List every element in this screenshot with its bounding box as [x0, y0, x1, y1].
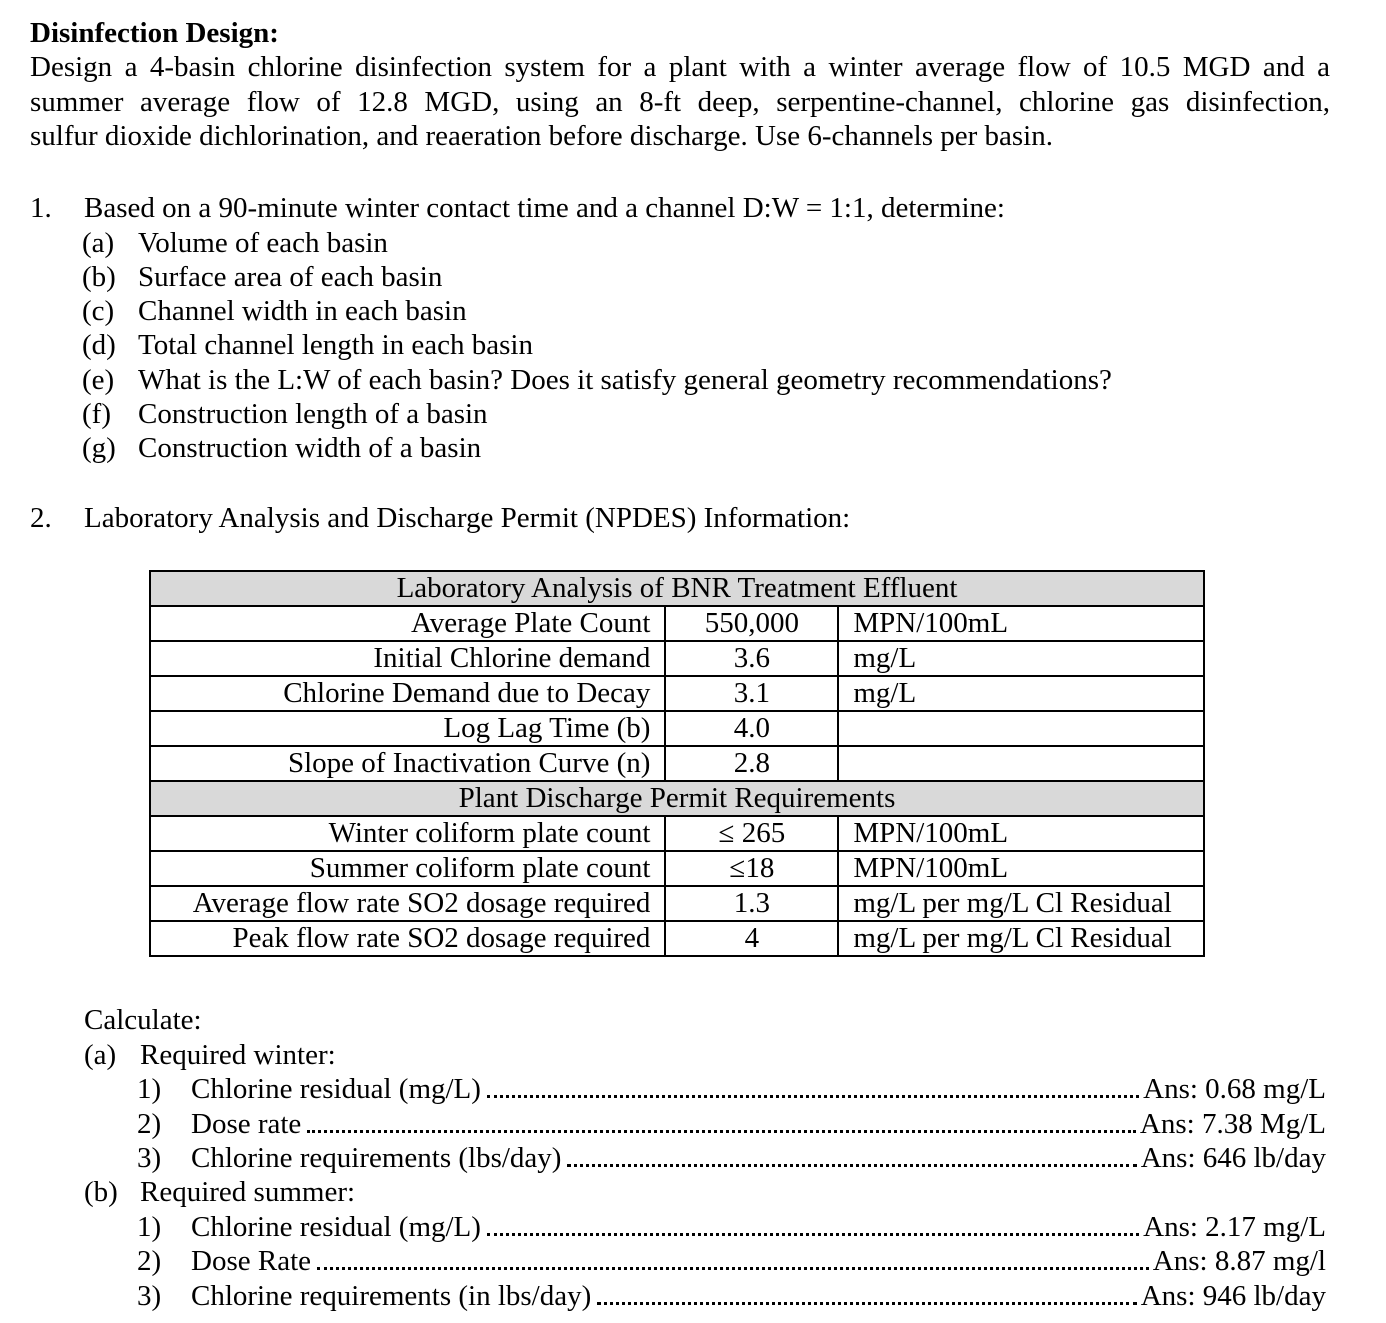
- item-number: 3): [137, 1142, 162, 1174]
- value-cell: 3.6: [665, 641, 838, 676]
- value-cell: 2.8: [665, 746, 838, 781]
- param-cell: Average Plate Count: [150, 606, 665, 641]
- table-row: [150, 711, 1204, 746]
- item-text: Chlorine requirements (in lbs/day): [191, 1280, 592, 1312]
- part-text: Required summer:: [140, 1176, 356, 1208]
- unit-cell: MPN/100mL: [838, 851, 1204, 886]
- part-label: (d): [82, 329, 116, 361]
- dot-leader: [597, 1302, 1136, 1305]
- item-number: 1): [137, 1073, 162, 1105]
- table-row: [150, 746, 1204, 781]
- item-answer: Ans: 7.38 Mg/L: [1139, 1108, 1326, 1140]
- unit-cell: mg/L per mg/L Cl Residual: [838, 886, 1204, 921]
- table-row: [150, 676, 1204, 711]
- part-label: (b): [82, 261, 116, 293]
- dot-leader: [307, 1130, 1136, 1133]
- item-text: Chlorine residual (mg/L): [191, 1211, 481, 1243]
- calc-item: [137, 1244, 1326, 1278]
- item-number: 2): [137, 1245, 162, 1277]
- table-section-header-row: [150, 781, 1204, 816]
- part-text: Construction width of a basin: [138, 432, 482, 464]
- dot-leader: [567, 1164, 1136, 1167]
- part-text: Channel width in each basin: [138, 295, 467, 327]
- value-cell: 4: [665, 921, 838, 956]
- unit-cell: MPN/100mL: [838, 816, 1204, 851]
- unit-cell: [838, 711, 1204, 746]
- value-cell: ≤ 265: [665, 816, 838, 851]
- param-cell: Peak flow rate SO2 dosage required: [150, 921, 665, 956]
- item-text: Dose rate: [191, 1108, 302, 1140]
- document-page: [30, 14, 1330, 1312]
- table-section-header-row: [150, 571, 1204, 606]
- data-table: [149, 570, 1205, 957]
- dot-leader: [487, 1095, 1139, 1098]
- unit-cell: MPN/100mL: [838, 606, 1204, 641]
- part-text: Required winter:: [140, 1039, 336, 1071]
- param-cell: Summer coliform plate count: [150, 851, 665, 886]
- table-section-header: Laboratory Analysis of BNR Treatment Effluent: [150, 571, 1204, 606]
- item-answer: Ans: 0.68 mg/L: [1143, 1073, 1326, 1105]
- calc-item: [137, 1141, 1326, 1175]
- item-answer: Ans: 2.17 mg/L: [1143, 1211, 1326, 1243]
- param-cell: Winter coliform plate count: [150, 816, 665, 851]
- param-cell: Slope of Inactivation Curve (n): [150, 746, 665, 781]
- question-part: [82, 364, 1112, 397]
- item-number: 2): [137, 1108, 162, 1140]
- table-row: [150, 921, 1204, 956]
- table-row: [150, 641, 1204, 676]
- item-answer: Ans: 946 lb/day: [1140, 1280, 1326, 1312]
- table-row: [150, 851, 1204, 886]
- calc-item: [137, 1107, 1326, 1141]
- unit-cell: mg/L: [838, 641, 1204, 676]
- question-part: [82, 398, 488, 431]
- question-part: [82, 295, 467, 328]
- calc-item: [137, 1072, 1326, 1106]
- part-label: (g): [82, 432, 116, 464]
- part-text: Surface area of each basin: [138, 261, 443, 293]
- unit-cell: mg/L per mg/L Cl Residual: [838, 921, 1204, 956]
- question-number: 1.: [30, 192, 52, 224]
- table-row: [150, 606, 1204, 641]
- value-cell: ≤18: [665, 851, 838, 886]
- item-text: Dose Rate: [191, 1245, 311, 1277]
- calculate-part-winter: [84, 1039, 336, 1072]
- question-part: [82, 329, 533, 362]
- intro-line: sulfur dioxide dichlorination, and reaeration before discharge. Use 6-channels per basin.: [30, 120, 1053, 152]
- item-answer: Ans: 8.87 mg/l: [1152, 1245, 1326, 1277]
- param-cell: Average flow rate SO2 dosage required: [150, 886, 665, 921]
- part-label: (c): [82, 295, 115, 327]
- calc-item: [137, 1279, 1326, 1313]
- item-number: 1): [137, 1211, 162, 1243]
- part-text: Total channel length in each basin: [138, 329, 533, 361]
- table-section-header: Plant Discharge Permit Requirements: [150, 781, 1204, 816]
- part-label: (b): [84, 1176, 118, 1208]
- param-cell: Log Lag Time (b): [150, 711, 665, 746]
- calculate-heading: Calculate:: [84, 1004, 202, 1036]
- param-cell: Chlorine Demand due to Decay: [150, 676, 665, 711]
- intro-line: Design a 4-basin chlorine disinfection system for a plant with a winter average flow of 10.5 MGD and a: [30, 51, 1330, 83]
- part-label: (f): [82, 398, 111, 430]
- part-text: What is the L:W of each basin? Does it satisfy general geometry recommendations?: [138, 364, 1112, 396]
- item-text: Chlorine residual (mg/L): [191, 1073, 481, 1105]
- part-text: Volume of each basin: [138, 227, 388, 259]
- calc-item: [137, 1210, 1326, 1244]
- dot-leader: [487, 1233, 1139, 1236]
- part-text: Construction length of a basin: [138, 398, 488, 430]
- calculate-part-summer: [84, 1176, 355, 1209]
- question-part: [82, 227, 388, 260]
- question-number: 2.: [30, 502, 52, 534]
- intro-line: summer average flow of 12.8 MGD, using an 8-ft deep, serpentine-channel, chlorine gas disinfection,: [30, 85, 1330, 118]
- table-row: [150, 886, 1204, 921]
- intro-paragraph: [30, 50, 1330, 154]
- param-cell: Initial Chlorine demand: [150, 641, 665, 676]
- part-label: (e): [82, 364, 115, 396]
- value-cell: 550,000: [665, 606, 838, 641]
- value-cell: 4.0: [665, 711, 838, 746]
- question-part: [82, 432, 481, 465]
- part-label: (a): [82, 227, 115, 259]
- unit-cell: mg/L: [838, 676, 1204, 711]
- question-part: [82, 261, 442, 294]
- question-text: Based on a 90-minute winter contact time and a channel D:W = 1:1, determine:: [84, 192, 1005, 224]
- document-title: Disinfection Design:: [30, 17, 279, 49]
- item-answer: Ans: 646 lb/day: [1140, 1142, 1326, 1174]
- unit-cell: [838, 746, 1204, 781]
- item-text: Chlorine requirements (lbs/day): [191, 1142, 562, 1174]
- table-row: [150, 816, 1204, 851]
- dot-leader: [317, 1267, 1149, 1270]
- question-text: Laboratory Analysis and Discharge Permit (NPDES) Information:: [84, 502, 851, 534]
- value-cell: 3.1: [665, 676, 838, 711]
- value-cell: 1.3: [665, 886, 838, 921]
- part-label: (a): [84, 1039, 117, 1071]
- item-number: 3): [137, 1280, 162, 1312]
